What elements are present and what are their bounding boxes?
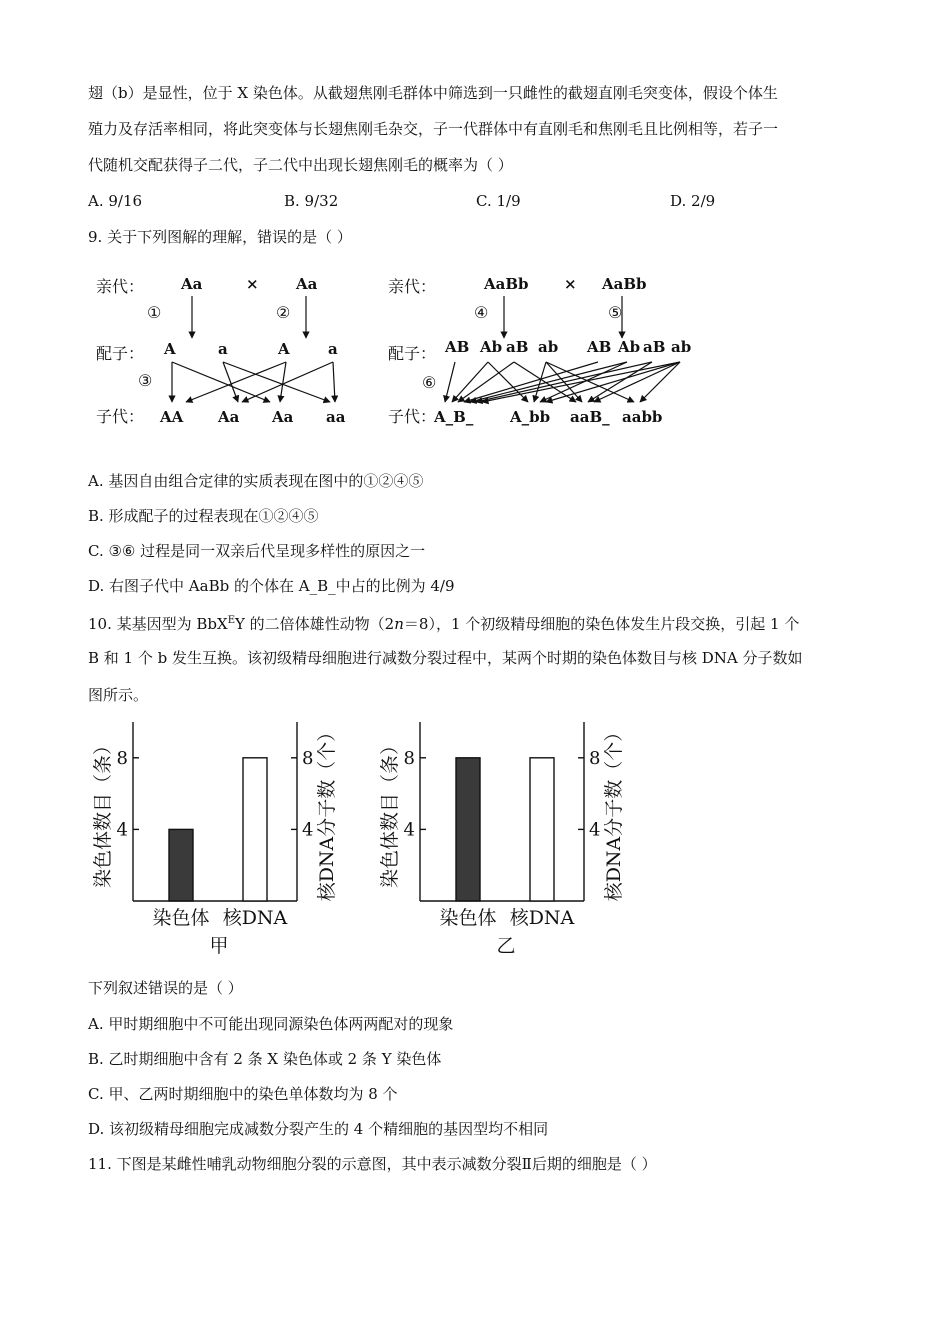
q8-line-1: 翅（b）是显性，位于 X 染色体。从截翅焦刚毛群体中筛选到一只雌性的截翅直刚毛突变体，假设个体生	[88, 84, 778, 102]
left-gamete-2: a	[218, 340, 228, 358]
q10-stem-pre: 10. 某基因型为 BbX	[88, 615, 228, 633]
q9-option-c[interactable]: C. ③⑥ 过程是同一双亲后代呈现多样性的原因之一	[88, 542, 426, 560]
q8-option-d[interactable]: D. 2/9	[670, 192, 716, 210]
q10-stem-line-2: B 和 1 个 b 发生互换。该初级精母细胞进行减数分裂过程中，某两个时期的染色体数目与核 DNA 分子数如	[88, 649, 803, 667]
left-parent-1: Aa	[181, 275, 203, 293]
chart-jia-axes	[133, 722, 297, 901]
q8-line-3: 代随机交配获得子二代，子二代中出现长翅焦刚毛的概率为（ ）	[88, 156, 513, 174]
left-gamete-1: A	[164, 340, 176, 358]
chart-yi-axes	[420, 722, 584, 901]
q8-line-2: 殖力及存活率相同，将此突变体与长翅焦刚毛杂交，子一代群体中有直刚毛和焦刚毛且比例相等，若子一	[88, 120, 779, 138]
q9-option-a[interactable]: A. 基因自由组合定律的实质表现在图中的①②④⑤	[88, 472, 424, 490]
q10-stem-tail: ＝8），1 个初级精母细胞的染色体发生片段交换，引起 1 个	[403, 615, 800, 633]
chart-jia-caption: 甲	[209, 935, 229, 957]
left-gamete-3: A	[278, 340, 290, 358]
q10-question: 下列叙述错误的是（ ）	[88, 979, 243, 997]
right-offspring-3: aaB_	[570, 408, 610, 426]
q9-option-d[interactable]: D. 右图子代中 AaBb 的个体在 A_B_中占的比例为 4/9	[88, 577, 455, 595]
q9-stem: 9. 关于下列图解的理解，错误的是（ ）	[88, 228, 352, 246]
right-offspring-2: A_bb	[510, 408, 551, 426]
q9-option-b[interactable]: B. 形成配子的过程表现在①②④⑤	[88, 507, 319, 525]
chart-jia-y2label: 核DNA分子数（个）	[316, 722, 338, 902]
q10-stem-post: Y 的二倍体雄性动物（2	[235, 615, 395, 633]
q8-option-c[interactable]: C. 1/9	[476, 192, 521, 210]
left-offspring-2: Aa	[218, 408, 240, 426]
chart-jia-right-tick-1: 4	[302, 819, 314, 841]
right-gamete-8: ab	[671, 338, 692, 356]
chart-yi-y2label: 核DNA分子数（个）	[603, 722, 625, 902]
left-offspring-label: 子代：	[96, 407, 145, 426]
left-gamete-4: a	[328, 340, 338, 358]
right-gamete-label: 配子：	[388, 344, 437, 363]
chart-jia-category-2: 核DNA	[222, 907, 288, 929]
right-cross: ×	[564, 275, 577, 293]
q8-option-b[interactable]: B. 9/32	[284, 192, 339, 210]
q10-option-a[interactable]: A. 甲时期细胞中不可能出现同源染色体两两配对的现象	[88, 1015, 454, 1033]
chart-yi-bar-2	[530, 758, 554, 901]
q10-stem-line-3: 图所示。	[88, 686, 149, 704]
q10-stem-line-1	[88, 610, 799, 635]
chart-jia-bar-2	[243, 758, 267, 901]
left-parent-label: 亲代：	[96, 277, 145, 296]
chart-yi-caption: 乙	[496, 935, 516, 957]
right-offspring-1: A_B_	[434, 408, 474, 426]
chart-jia-left-tick-1: 4	[116, 819, 128, 841]
q10-option-c[interactable]: C. 甲、乙两时期细胞中的染色单体数均为 8 个	[88, 1085, 398, 1103]
chart-yi-category-2: 核DNA	[509, 907, 575, 929]
chart-jia-right-tick-2: 8	[302, 747, 314, 769]
chart-jia-ylabel: 染色体数目（条）	[92, 735, 114, 889]
q10-option-b[interactable]: B. 乙时期细胞中含有 2 条 X 染色体或 2 条 Y 染色体	[88, 1050, 442, 1068]
chart-yi-left-tick-2: 8	[403, 747, 415, 769]
right-gamete-1: AB	[445, 338, 470, 356]
chart-yi	[372, 716, 625, 962]
left-step-1: ①	[147, 303, 162, 322]
right-parent-label: 亲代：	[388, 277, 437, 296]
left-step-3: ③	[138, 371, 153, 390]
left-step-2: ②	[276, 303, 291, 322]
left-gamete-label: 配子：	[96, 344, 145, 363]
q11-stem: 11. 下图是某雌性哺乳动物细胞分裂的示意图，其中表示减数分裂Ⅱ后期的细胞是（ ）	[88, 1155, 657, 1173]
left-offspring-1: AA	[160, 408, 184, 426]
q10-stem-superscript: E	[227, 615, 236, 626]
chart-jia-category-1: 染色体	[152, 907, 210, 929]
genetics-diagram	[90, 262, 710, 442]
chart-jia	[85, 716, 338, 962]
chart-jia-left-tick-2: 8	[116, 747, 128, 769]
chart-yi-ylabel: 染色体数目（条）	[379, 735, 401, 889]
right-gamete-6: Ab	[618, 338, 641, 356]
chart-yi-left-tick-1: 4	[403, 819, 415, 841]
right-gamete-3: aB	[506, 338, 529, 356]
right-parent-1: AaBb	[484, 275, 529, 293]
right-gamete-5: AB	[587, 338, 612, 356]
right-step-5: ⑤	[608, 303, 623, 322]
chart-yi-category-1: 染色体	[439, 907, 497, 929]
right-step-6: ⑥	[422, 373, 437, 392]
left-parent-2: Aa	[296, 275, 318, 293]
left-offspring-4: aa	[326, 408, 346, 426]
q8-option-a[interactable]: A. 9/16	[88, 192, 143, 210]
right-offspring-4: aabb	[622, 408, 663, 426]
chart-yi-bar-1	[456, 758, 480, 901]
right-offspring-label: 子代：	[388, 407, 437, 426]
right-step-4: ④	[474, 303, 489, 322]
right-gamete-2: Ab	[480, 338, 503, 356]
left-cross: ×	[246, 275, 259, 293]
chart-yi-right-tick-1: 4	[589, 819, 601, 841]
right-gamete-7: aB	[643, 338, 666, 356]
chart-yi-right-tick-2: 8	[589, 747, 601, 769]
left-offspring-3: Aa	[272, 408, 294, 426]
q10-option-d[interactable]: D. 该初级精母细胞完成减数分裂产生的 4 个精细胞的基因型均不相同	[88, 1120, 549, 1138]
right-gamete-4: ab	[538, 338, 559, 356]
right-parent-2: AaBb	[602, 275, 647, 293]
chart-jia-bar-1	[169, 829, 193, 901]
q10-stem-n: n	[394, 615, 404, 633]
